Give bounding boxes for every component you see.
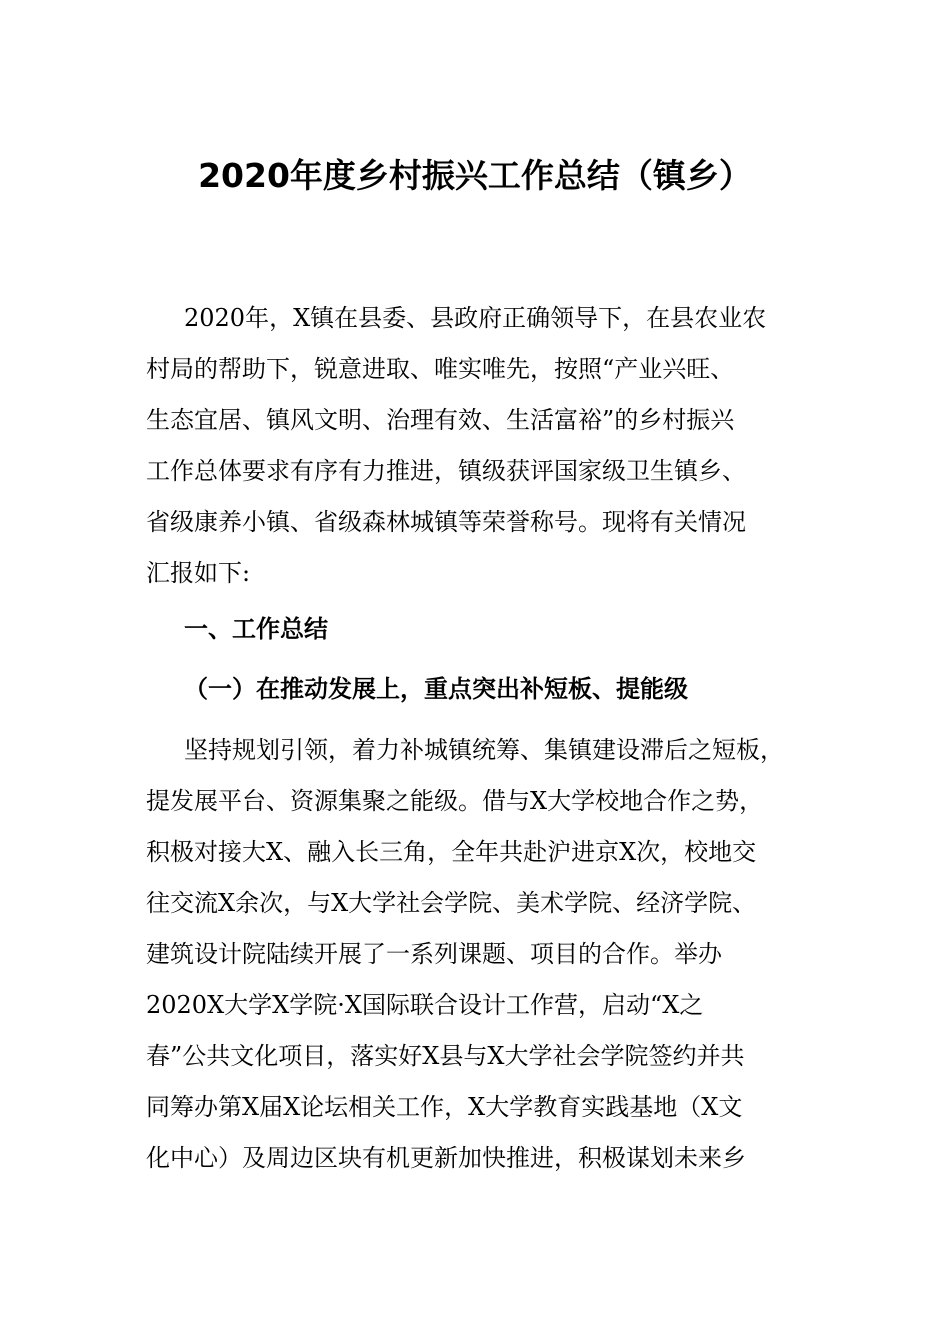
body-line: 建筑设计院陆续开展了一系列课题、项目的合作。举办 (146, 940, 722, 968)
body-line: 积极对接大X、融入长三角，全年共赴沪进京X次，校地交 (146, 838, 757, 866)
body-line: 提发展平台、资源集聚之能级。借与X大学校地合作之势， (146, 787, 764, 815)
subsection-heading: （一）在推动发展上，重点突出补短板、提能级 (184, 675, 688, 703)
intro-line: 村局的帮助下，锐意进取、唯实唯先，按照“产业兴旺、 (146, 355, 735, 383)
intro-line: 省级康养小镇、省级森林城镇等荣誉称号。现将有关情况 (146, 508, 746, 536)
body-line: 化中心）及周边区块有机更新加快推进，积极谋划未来乡 (146, 1144, 746, 1172)
section-heading: 一、工作总结 (184, 615, 328, 643)
intro-line: 2020年，X镇在县委、县政府正确领导下，在县农业农 (184, 304, 767, 332)
body-line: 同筹办第X届X论坛相关工作，X大学教育实践基地（X文 (146, 1093, 743, 1121)
body-line: 往交流X余次，与X大学社会学院、美术学院、经济学院、 (146, 889, 757, 917)
body-line: 2020X大学X学院·X国际联合设计工作营，启动“X之 (146, 991, 704, 1019)
document-title: 2020年度乡村振兴工作总结（镇乡） (198, 156, 752, 195)
body-line: 坚持规划引领，着力补城镇统筹、集镇建设滞后之短板， (184, 736, 784, 764)
body-line: 春”公共文化项目，落实好X县与X大学社会学院签约并共 (146, 1042, 745, 1070)
intro-line: 汇报如下: (146, 559, 251, 587)
intro-line: 工作总体要求有序有力推进，镇级获评国家级卫生镇乡、 (146, 457, 746, 485)
intro-line: 生态宜居、镇风文明、治理有效、生活富裕”的乡村振兴 (146, 406, 735, 434)
